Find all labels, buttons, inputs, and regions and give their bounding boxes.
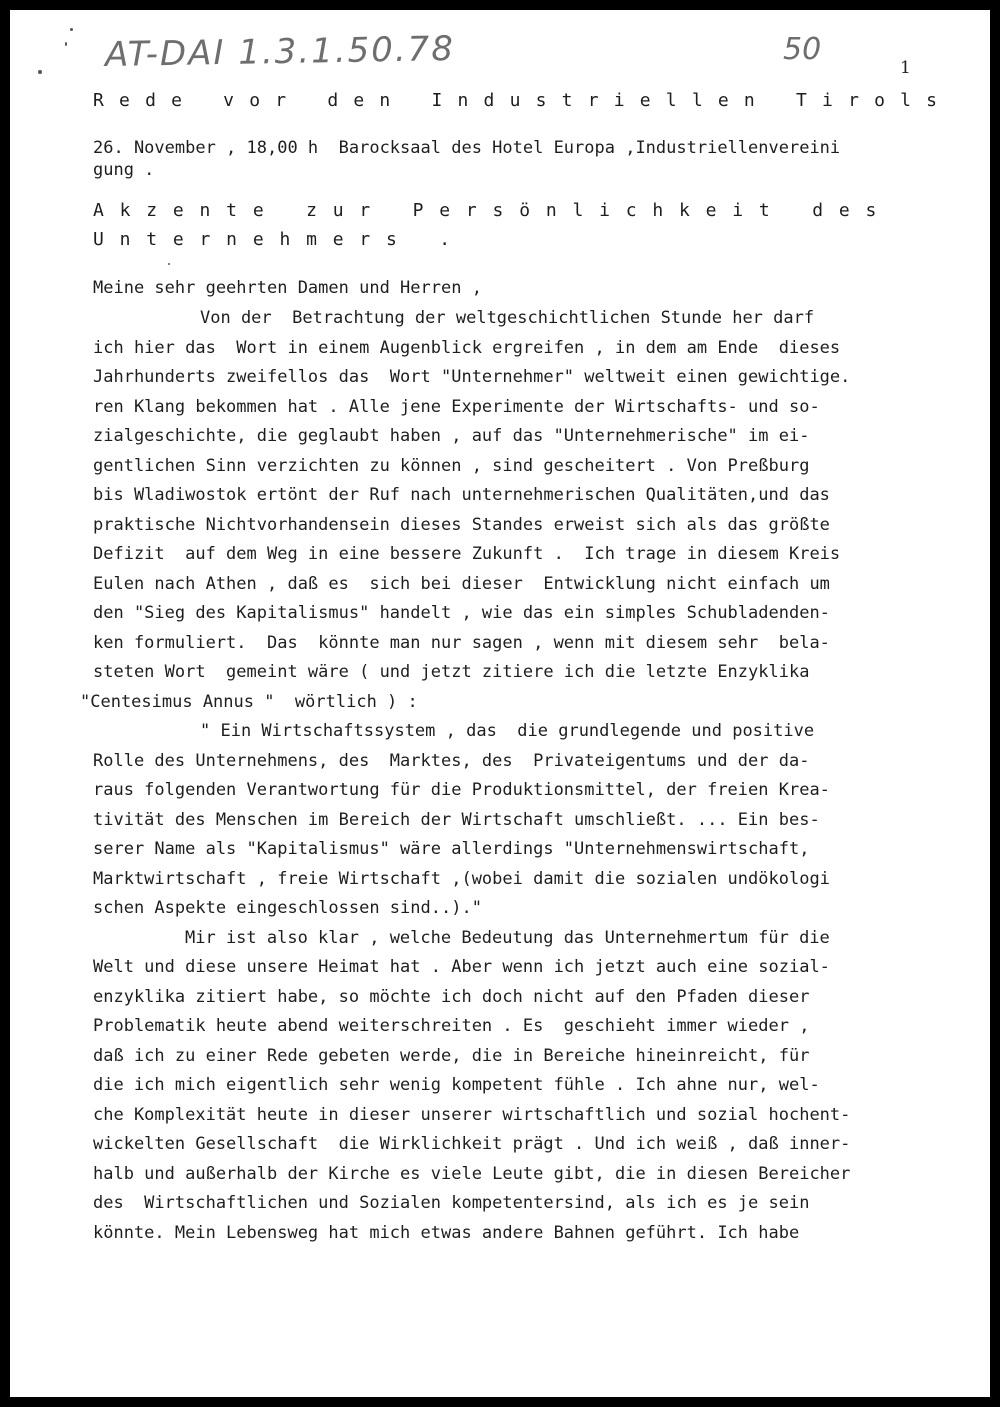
event-details-continued: gung .	[93, 160, 155, 180]
body-line: serer Name als "Kapitalismus" wäre allerdings "Unternehmenswirtschaft,	[93, 839, 810, 859]
body-line: Jahrhunderts zweifellos das Wort "Unternehmer" weltweit einen gewichtige.	[93, 367, 851, 387]
body-line: enzyklika zitiert habe, so möchte ich doch nicht auf den Pfaden dieser	[93, 986, 810, 1007]
body-line: Defizit auf dem Weg in eine bessere Zukunft . Ich trage in diesem Kreis	[93, 544, 841, 564]
body-line: ken formuliert. Das könnte man nur sagen , wenn mit diesem sehr bela-	[93, 632, 830, 653]
body-line: zialgeschichte, die geglaubt haben , auf das "Unternehmerische" im ei-	[93, 426, 810, 446]
body-line: Mir ist also klar , welche Bedeutung das Unternehmertum für die	[185, 927, 830, 948]
body-line: ich hier das Wort in einem Augenblick ergreifen , in dem am Ende dieses	[93, 337, 841, 358]
body-line: ren Klang bekommen hat . Alle jene Experimente der Wirtschafts- und so-	[93, 396, 820, 417]
body-line: des Wirtschaftlichen und Sozialen kompetentersind, als ich es je sein	[93, 1193, 810, 1213]
body-line: den "Sieg des Kapitalismus" handelt , wie das ein simples Schubladenden-	[93, 603, 830, 623]
salutation: Meine sehr geehrten Damen und Herren ,	[93, 278, 482, 298]
body-line: tivität des Menschen im Bereich der Wirtschaft umschließt. ... Ein bes-	[93, 809, 820, 830]
ink-speck	[168, 263, 170, 265]
ink-speck	[70, 28, 73, 31]
body-line: Welt und diese unsere Heimat hat . Aber wenn ich jetzt auch eine sozial-	[93, 957, 830, 977]
body-line: steten Wort gemeint wäre ( und jetzt zitiere ich die letzte Enzyklika	[93, 662, 810, 682]
body-line: praktische Nichtvorhandensein dieses Standes erweist sich als das größte	[93, 514, 830, 535]
body-line: wickelten Gesellschaft die Wirklichkeit prägt . Und ich weiß , daß inner-	[93, 1134, 851, 1154]
event-details: 26. November , 18,00 h Barocksaal des Hotel Europa ,Industriellenvereini	[93, 138, 841, 158]
speech-subtitle-continued: Unternehmers .	[93, 229, 466, 250]
body-line: bis Wladiwostok ertönt der Ruf nach unternehmerischen Qualitäten,und das	[93, 485, 830, 505]
speech-title: Rede vor den Industriellen Tirols	[93, 90, 953, 111]
body-line: raus folgenden Verantwortung für die Produktionsmittel, der freien Krea-	[93, 780, 830, 800]
body-line: che Komplexität heute in dieser unserer wirtschaftlich und sozial hochent-	[93, 1104, 851, 1125]
body-line: daß ich zu einer Rede gebeten werde, die in Bereiche hineinreicht, für	[93, 1045, 810, 1066]
body-line: Problematik heute abend weiterschreiten . Es geschieht immer wieder ,	[93, 1016, 810, 1036]
page-number: 1	[900, 58, 911, 78]
ink-speck	[65, 42, 67, 46]
body-line: könnte. Mein Lebensweg hat mich etwas andere Bahnen geführt. Ich habe	[93, 1222, 800, 1243]
body-line: Rolle des Unternehmens, des Marktes, des Privateigentums und der da-	[93, 750, 810, 771]
body-line: Eulen nach Athen , daß es sich bei dieser Entwicklung nicht einfach um	[93, 573, 830, 594]
body-line: Von der Betrachtung der weltgeschichtlichen Stunde her darf	[200, 308, 815, 328]
body-line: schen Aspekte eingeschlossen sind..)."	[93, 898, 482, 918]
archive-signature: AT-DAI 1.3.1.50.78	[104, 28, 456, 76]
speech-subtitle: Akzente zur Persönlichkeit des	[93, 200, 893, 221]
document-page	[10, 10, 990, 1397]
body-line: gentlichen Sinn verzichten zu können , sind gescheitert . Von Preßburg	[93, 455, 810, 476]
body-line: " Ein Wirtschaftssystem , das die grundlegende und positive	[200, 721, 815, 741]
ink-speck	[38, 70, 42, 74]
body-line: Marktwirtschaft , freie Wirtschaft ,(wobei damit die sozialen undökologi	[93, 868, 830, 889]
body-line: die ich mich eigentlich sehr wenig kompetent fühle . Ich ahne nur, wel-	[93, 1075, 820, 1095]
body-line: "Centesimus Annus " wörtlich ) :	[80, 691, 418, 712]
folio-number: 50	[783, 32, 822, 67]
body-line: halb und außerhalb der Kirche es viele Leute gibt, die in diesen Bereicher	[93, 1163, 851, 1184]
